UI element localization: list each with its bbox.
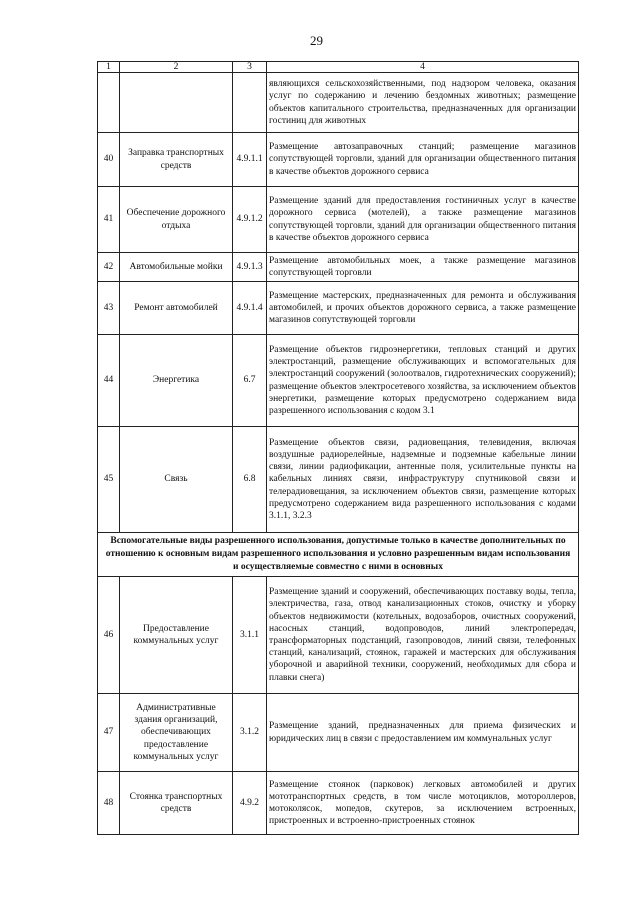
use-name: Обеспечение дорожного отдыха — [120, 187, 233, 253]
use-name: Связь — [120, 427, 233, 533]
row-number: 48 — [98, 772, 120, 835]
use-name: Стоянка транспортных средств — [120, 772, 233, 835]
use-description: Размещение зданий, предназначенных для приема физических и юридических лиц в связи с предоставлением им коммунальных услуг — [267, 694, 579, 772]
use-description: Размещение автозаправочных станций; размещение магазинов сопутствующей торговли, зданий для организации общественного питания в качестве объектов дорожного сервиса — [267, 133, 579, 187]
table-row — [98, 772, 579, 835]
use-code: 3.1.2 — [233, 694, 267, 772]
use-name: Административные здания организаций, обеспечивающих предоставление коммунальных услуг — [120, 694, 233, 772]
use-name: Заправка транспортных средств — [120, 133, 233, 187]
use-description: Размещение зданий для предоставления гостиничных услуг в качестве дорожного сервиса (мотелей), а также размещение магазинов сопутствующей торговли, зданий для организации общественного питания в качестве объектов дорожного сервиса — [267, 187, 579, 253]
land-use-table — [97, 61, 579, 835]
table-row — [98, 133, 579, 187]
row-number: 44 — [98, 335, 120, 427]
use-code: 4.9.1.4 — [233, 282, 267, 335]
use-code: 3.1.1 — [233, 577, 267, 694]
use-description: Размещение объектов связи, радиовещания, телевидения, включая воздушные радиорелейные, надземные и подземные кабельные линии связи, линии радиофикации, антенные поля, усилительные пункты на кабельных линиях связи, инфраструктуру спутниковой связи и телерадиовещания, за исключением объектов связи, размещение которых предусмотрено содержанием вида разрешенного использования с кодами 3.1.1, 3.2.3 — [267, 427, 579, 533]
use-description: Размещение мастерских, предназначенных для ремонта и обслуживания автомобилей, и прочих объектов дорожного сервиса, а также размещение магазинов сопутствующей торговли — [267, 282, 579, 335]
use-description: Размещение автомобильных моек, а также размещение магазинов сопутствующей торговли — [267, 253, 579, 282]
table-row — [98, 694, 579, 772]
header-row — [98, 62, 579, 73]
continuation-text: являющихся сельскохозяйственными, под надзором человека, оказания услуг по содержанию и лечению бездомных животных; размещение объектов капитального строительства, предназначенных для организации гостиниц для животных — [267, 73, 579, 133]
row-number: 47 — [98, 694, 120, 772]
use-description: Размещение зданий и сооружений, обеспечивающих поставку воды, тепла, электричества, газа, отвод канализационных стоков, очистку и уборку объектов недвижимости (котельных, водозаборов, очистных сооружений, насосных станций, водопроводов, линий электропередач, трансформаторных подстанций, газопроводов, линий связи, телефонных станций, канализаций, стоянок, гаражей и мастерских для обслуживания уборочной и аварийной техники, сооружений, необходимых для сбора и плавки снега) — [267, 577, 579, 694]
continuation-row — [98, 73, 579, 133]
section-title: Вспомогательные виды разрешенного использования, допустимые только в качестве дополнительных по отношению к основным видам разрешенного использования и условно разрешенным видам использования и осуществляемые совместно с ними в основных — [98, 533, 579, 577]
table-row — [98, 187, 579, 253]
use-code: 6.8 — [233, 427, 267, 533]
header-col-3: 3 — [233, 62, 267, 73]
table-row — [98, 253, 579, 282]
table-row — [98, 577, 579, 694]
row-number: 40 — [98, 133, 120, 187]
table-row — [98, 427, 579, 533]
header-col-4: 4 — [267, 62, 579, 73]
table-row — [98, 282, 579, 335]
use-description: Размещение стоянок (парковок) легковых автомобилей и других мототранспортных средств, в том числе мотоциклов, мотороллеров, мотоколясок, мопедов, скутеров, за исключением встроенных, пристроенных и встроенно-пристроенных стоянок — [267, 772, 579, 835]
row-number: 41 — [98, 187, 120, 253]
row-number: 46 — [98, 577, 120, 694]
use-name: Ремонт автомобилей — [120, 282, 233, 335]
section-header-row — [98, 533, 579, 577]
use-description: Размещение объектов гидроэнергетики, тепловых станций и других электростанций, размещение обслуживающих и вспомогательных для электростанций сооружений (золоотвалов, гидротехнических сооружений); размещение объектов электросетевого хозяйства, за исключением объектов энергетики, размещение которых предусмотрено содержанием вида разрешенного использования с кодом 3.1 — [267, 335, 579, 427]
use-name: Автомобильные мойки — [120, 253, 233, 282]
row-number: 45 — [98, 427, 120, 533]
use-code: 6.7 — [233, 335, 267, 427]
use-code: 4.9.1.1 — [233, 133, 267, 187]
header-col-2: 2 — [120, 62, 233, 73]
page-number: 29 — [310, 33, 323, 48]
row-number: 43 — [98, 282, 120, 335]
row-number: 42 — [98, 253, 120, 282]
use-code: 4.9.2 — [233, 772, 267, 835]
header-col-1: 1 — [98, 62, 120, 73]
use-code: 4.9.1.2 — [233, 187, 267, 253]
use-name: Предоставление коммунальных услуг — [120, 577, 233, 694]
table-row — [98, 335, 579, 427]
use-name: Энергетика — [120, 335, 233, 427]
use-code: 4.9.1.3 — [233, 253, 267, 282]
